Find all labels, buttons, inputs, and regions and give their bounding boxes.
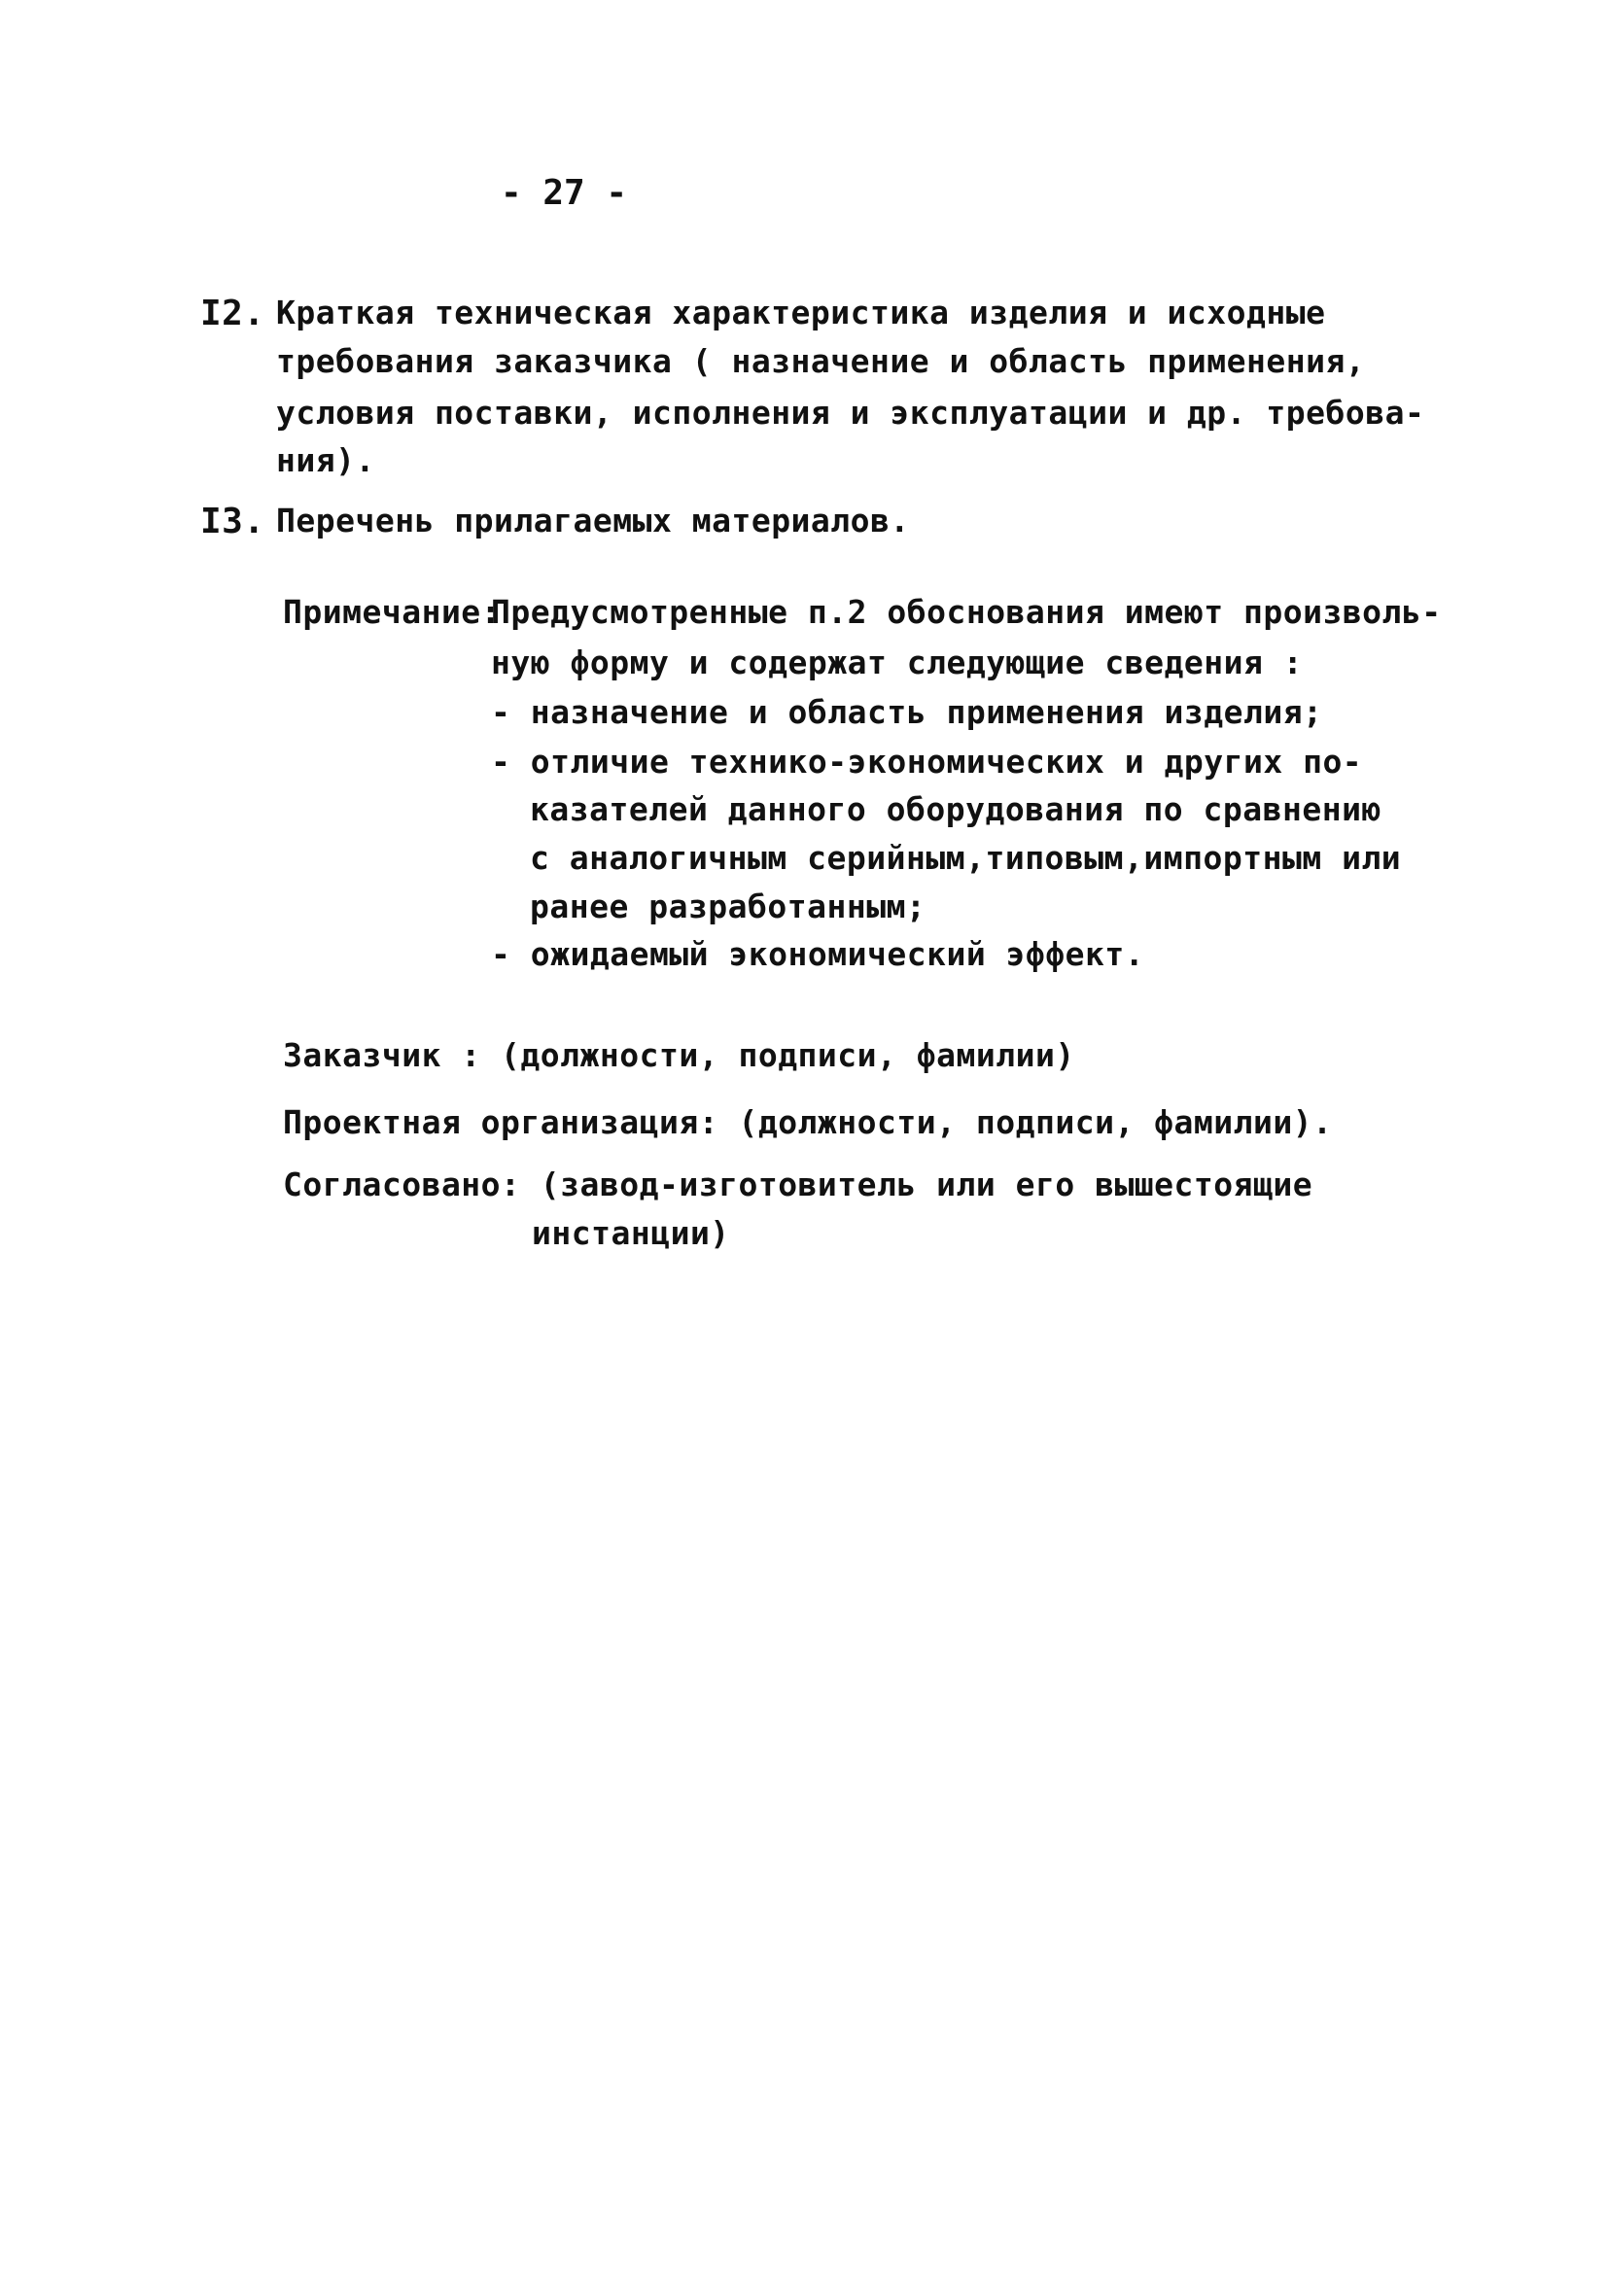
- item-12-number: I2.: [200, 294, 265, 333]
- note-bullet-continuation: с аналогичным серийным,типовым,импортным или: [530, 839, 1402, 877]
- note-line: ную форму и содержат следующие сведения :: [491, 644, 1304, 681]
- item-12-line: Краткая техническая характеристика изделия и исходные: [276, 294, 1326, 331]
- note-line: Предусмотренные п.2 обоснования имеют произволь-: [491, 593, 1442, 631]
- design-org-signature-line: Проектная организация: (должности, подписи, фамилии).: [283, 1103, 1333, 1141]
- item-12-line: условия поставки, исполнения и эксплуатации и др. требова-: [276, 394, 1425, 432]
- customer-signature-line: Заказчик : (должности, подписи, фамилии): [283, 1036, 1075, 1074]
- note-bullet: - назначение и область применения изделия;: [491, 693, 1323, 731]
- agreed-signature-continuation: инстанции): [532, 1214, 730, 1252]
- note-bullet: - ожидаемый экономический эффект.: [491, 935, 1145, 973]
- item-12-line: ния).: [276, 441, 375, 479]
- note-bullet: - отличие технико-экономических и других по-: [491, 743, 1363, 781]
- note-bullet-continuation: ранее разработанным;: [530, 887, 926, 925]
- item-12-line: требования заказчика ( назначение и область применения,: [276, 342, 1366, 380]
- item-13-number: I3.: [200, 502, 265, 541]
- note-label: Примечание:: [283, 593, 502, 631]
- note-bullet-continuation: казателей данного оборудования по сравнению: [530, 790, 1381, 828]
- page-number: - 27 -: [501, 173, 628, 213]
- item-13-text: Перечень прилагаемых материалов.: [276, 502, 910, 539]
- agreed-signature-line: Согласовано: (завод-изготовитель или его вышестоящие: [283, 1165, 1313, 1203]
